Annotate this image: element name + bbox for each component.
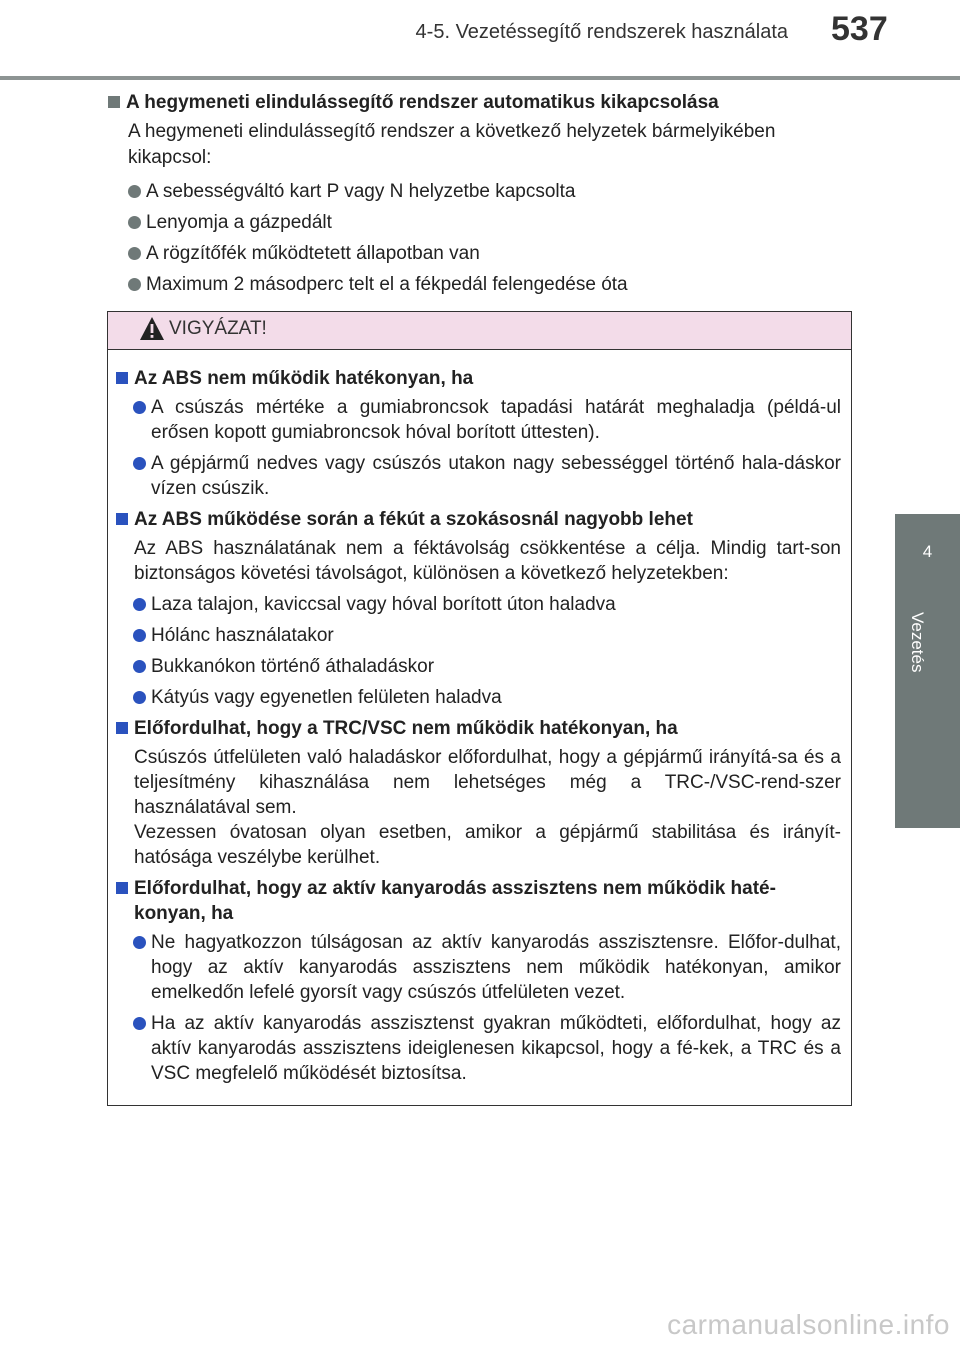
section-heading: [108, 90, 854, 115]
list-item: A csúszás mértéke a gumiabroncsok tapadási határát meghaladja (példá-ul erősen kopott gumiabroncsok hóval borított úttesten).: [133, 395, 841, 445]
bullet-dot-icon: [133, 691, 146, 704]
section-heading-text: A hegymeneti elindulássegítő rendszer automatikus kikapcsolása: [126, 92, 719, 113]
bullet-dot-icon: [133, 457, 146, 470]
list-item: Ha az aktív kanyarodás asszisztenst gyakran működteti, előfordulhat, hogy az aktív kanyarodás asszisztens ideiglenesen kikapcsol, hogy a fé-kek, a TRC és a VSC megfelelő működését biztosítsa.: [133, 1011, 841, 1086]
bullet-dot-icon: [128, 247, 141, 260]
caution-body: [108, 350, 851, 1086]
caution-paragraph: Az ABS használatának nem a féktávolság csökkentése a célja. Mindig tart-son biztonságos követési távolságot, különösen a következő helyzetekben:: [134, 538, 841, 584]
caution-subheading: Az ABS működése során a fékút a szokásosnál nagyobb lehet: [116, 507, 841, 532]
main-content: [108, 90, 854, 303]
bullet-dot-icon: [133, 598, 146, 611]
list-item: Lenyomja a gázpedált: [128, 210, 854, 236]
bullet-dot-icon: [133, 660, 146, 673]
chapter-tab-body: [895, 596, 960, 828]
caution-header: [108, 312, 851, 350]
square-bullet-icon: [116, 513, 128, 525]
header-rule: [0, 76, 960, 80]
bullet-dot-icon: [128, 185, 141, 198]
list-item: A rögzítőfék működtetett állapotban van: [128, 241, 854, 267]
caution-box: [107, 311, 852, 1106]
chapter-label: Vezetés: [908, 612, 927, 673]
header-section-title: 4-5. Vezetéssegítő rendszerek használata: [415, 21, 788, 43]
caution-paragraph: Vezessen óvatosan olyan esetben, amikor a gépjármű stabilitása és irányít-hatósága veszélybe kerülhet.: [134, 822, 841, 868]
list-item: Hólánc használatakor: [133, 623, 841, 648]
page-header: [0, 0, 960, 80]
caution-subheading: Előfordulhat, hogy az aktív kanyarodás asszisztens nem működik haté-konyan, ha: [116, 876, 841, 926]
bullet-dot-icon: [128, 216, 141, 229]
caution-title: VIGYÁZAT!: [169, 318, 267, 339]
square-bullet-icon: [116, 882, 128, 894]
list-item: A sebességváltó kart P vagy N helyzetbe kapcsolta: [128, 179, 854, 205]
square-bullet-icon: [116, 372, 128, 384]
caution-subheading: Előfordulhat, hogy a TRC/VSC nem működik hatékonyan, ha: [116, 716, 841, 741]
section-intro: A hegymeneti elindulássegítő rendszer a következő helyzetek bármelyikében kikapcsol:: [128, 121, 776, 168]
list-item: Ne hagyatkozzon túlságosan az aktív kanyarodás asszisztensre. Előfor-dulhat, hogy az aktív kanyarodás asszisztens nem működik hatékonyan, amikor emelkedőn lefelé gyorsít vagy csúszós útfelületen vezet.: [133, 930, 841, 1005]
list-item: Bukkanókon történő áthaladáskor: [133, 654, 841, 679]
bullet-dot-icon: [133, 629, 146, 642]
list-item: Maximum 2 másodperc telt el a fékpedál felengedése óta: [128, 272, 854, 298]
caution-paragraph: Csúszós útfelületen való haladáskor előfordulhat, hogy a gépjármű irányítá-sa és a teljesítmény kihasználása nem lehetséges még a TRC-/VSC-rend-szer használatával sem.: [134, 747, 841, 818]
bullet-dot-icon: [133, 1017, 146, 1030]
square-bullet-icon: [108, 96, 120, 108]
caution-subheading: Az ABS nem működik hatékonyan, ha: [116, 366, 841, 391]
list-item: Kátyús vagy egyenetlen felületen haladva: [133, 685, 841, 710]
warning-triangle-icon: [139, 316, 165, 342]
bullet-dot-icon: [133, 401, 146, 414]
page-number: 537: [831, 10, 888, 48]
bullet-dot-icon: [128, 278, 141, 291]
list-item: A gépjármű nedves vagy csúszós utakon nagy sebességgel történő hala-dáskor vízen csúszik.: [133, 451, 841, 501]
bullet-dot-icon: [133, 936, 146, 949]
chapter-tab: [895, 514, 960, 596]
square-bullet-icon: [116, 722, 128, 734]
watermark: carmanualsonline.info: [667, 1309, 950, 1340]
list-item: Laza talajon, kaviccsal vagy hóval borított úton haladva: [133, 592, 841, 617]
chapter-number: 4: [922, 542, 933, 561]
